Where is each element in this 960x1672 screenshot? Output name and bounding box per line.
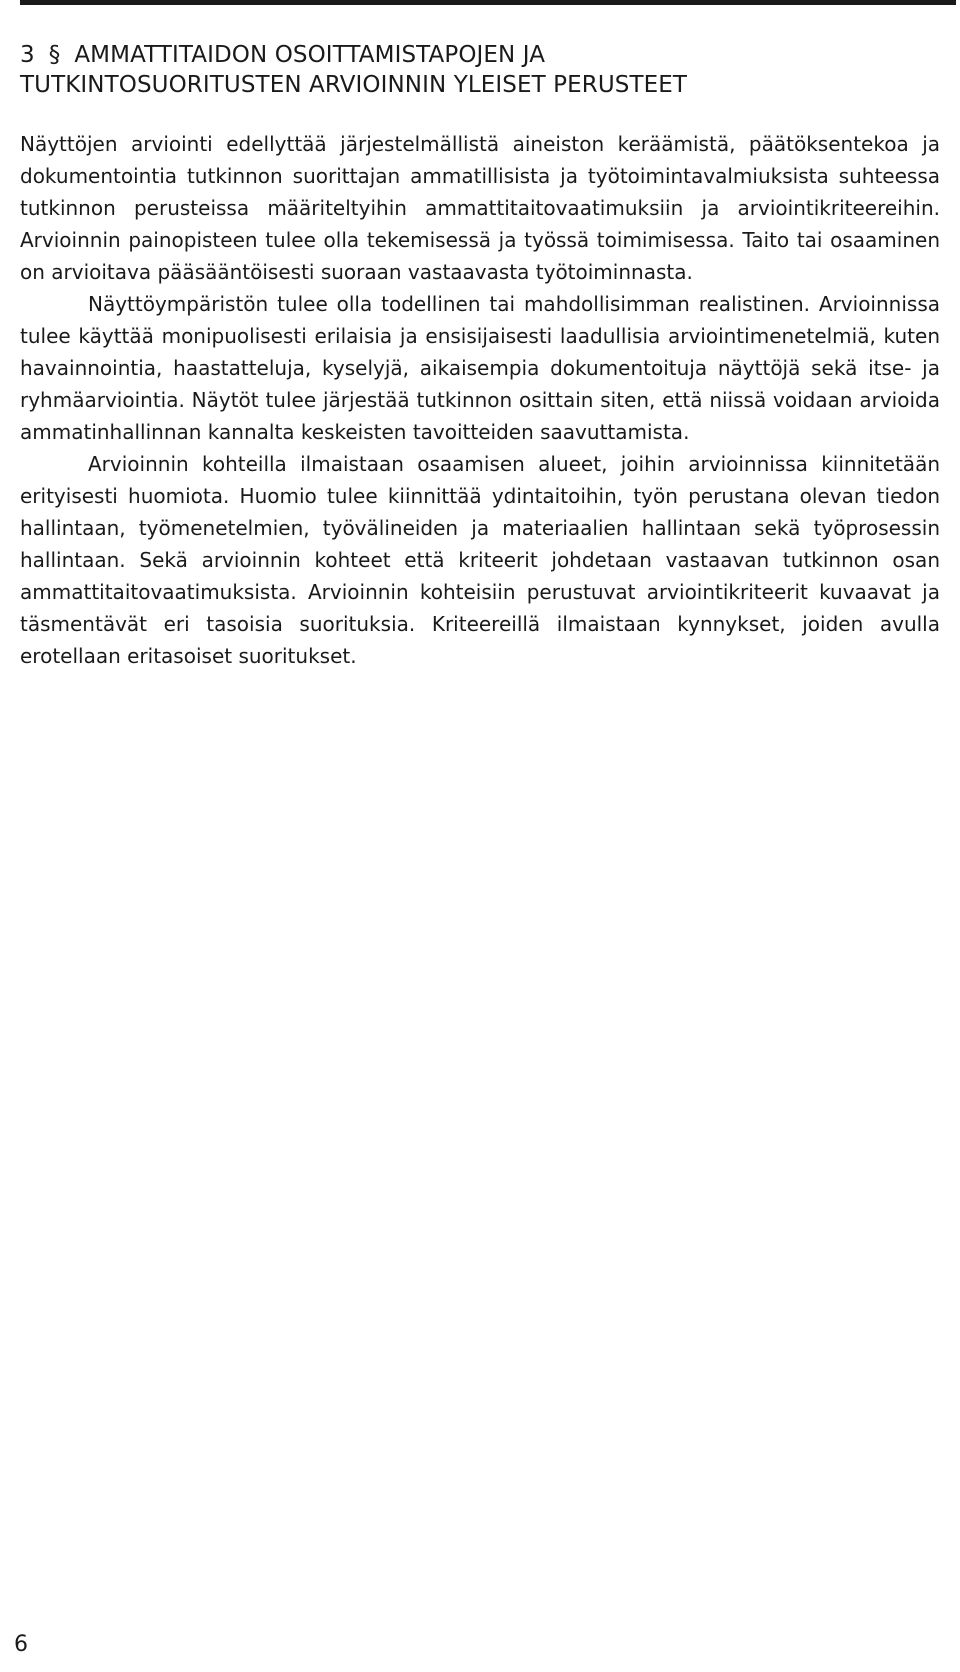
heading-text-line-2: TUTKINTOSUORITUSTEN ARVIOINNIN YLEISET PERUSTEET [20, 72, 688, 98]
section-sign: § [48, 42, 61, 68]
page-number: 6 [14, 1632, 28, 1657]
heading-text-line-1: AMMATTITAIDON OSOITTAMISTAPOJEN JA [74, 42, 546, 68]
heading-line-1 [20, 40, 920, 70]
top-rule [20, 0, 956, 5]
paragraph-2: Näyttöympäristön tulee olla todellinen tai mahdollisimman realistinen. Arvioinnissa tulee käyttää monipuolisesti erilaisia ja ensisijaisesti laadullisia arviointimenetelmiä, kuten havainnointia, haastatteluja, kyselyjä, aikaisempia dokumentoituja näyttöjä sekä itse- ja ryhmäarviointia. Näytöt tulee järjestää tutkinnon osittain siten, että niissä voidaan arvioida ammatinhallinnan kannalta keskeisten tavoitteiden saavuttamista. [20, 292, 940, 444]
body-text [20, 128, 940, 672]
section-number: 3 [20, 42, 35, 68]
paragraph-3: Arvioinnin kohteilla ilmaistaan osaamisen alueet, joihin arvioinnissa kiinnitetään erityisesti huomiota. Huomio tulee kiinnittää ydintaitoihin, työn perustana olevan tiedon hallintaan, työmenetelmien, työvälineiden ja materiaalien hallintaan sekä työprosessin hallintaan. Sekä arvioinnin kohteet että kriteerit johdetaan vastaavan tutkinnon osan ammattitaitovaatimuksista. Arvioinnin kohteisiin perustuvat arviointikriteerit kuvaavat ja täsmentävät eri tasoisia suorituksia. Kriteereillä ilmaistaan kynnykset, joiden avulla erotellaan eritasoiset suoritukset. [20, 452, 940, 668]
paragraph-1: Näyttöjen arviointi edellyttää järjestelmällistä aineiston keräämistä, päätöksentekoa ja dokumentointia tutkinnon suorittajan ammatillisista ja työtoimintavalmiuksista suhteessa tutkinnon perusteissa määriteltyihin ammattitaitovaatimuksiin ja arviointikriteereihin. Arvioinnin painopisteen tulee olla tekemisessä ja työssä toimimisessa. Taito tai osaaminen on arvioitava pääsääntöisesti suoraan vastaavasta työtoiminnasta. [20, 132, 940, 284]
section-heading [20, 40, 920, 100]
